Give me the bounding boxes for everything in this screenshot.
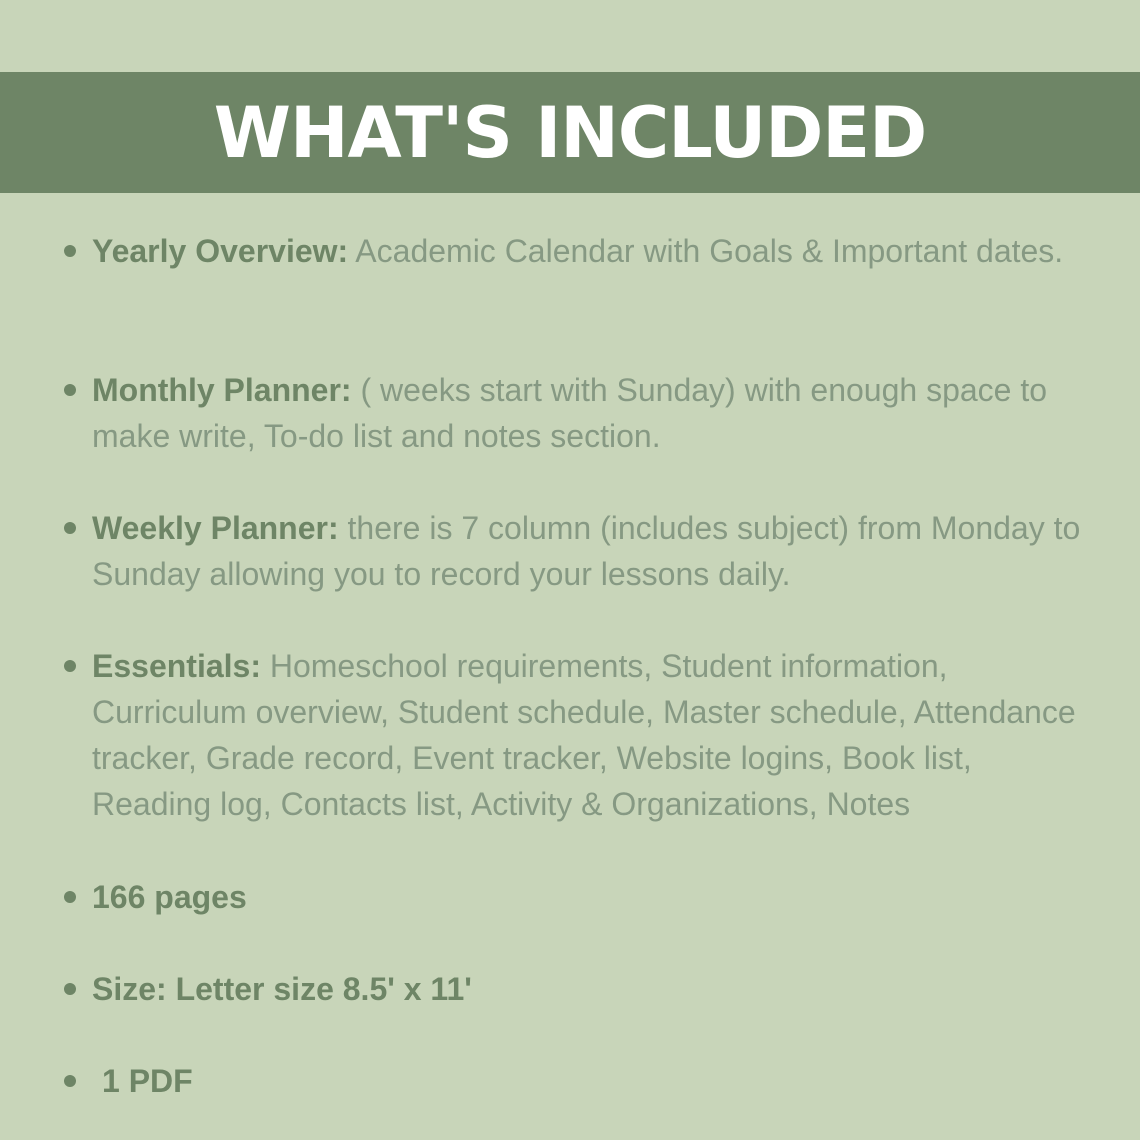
bullet-icon <box>64 660 76 672</box>
item-label: Monthly Planner: <box>92 372 352 408</box>
list-item-page-count <box>92 874 1092 920</box>
list-item-monthly-planner <box>92 367 1092 459</box>
item-label: 1 PDF <box>102 1063 193 1099</box>
bullet-icon <box>64 983 76 995</box>
page-title: WHAT'S INCLUDED <box>213 91 927 174</box>
header-banner <box>0 72 1140 193</box>
item-label: Yearly Overview: <box>92 233 349 269</box>
list-item-essentials <box>92 643 1092 827</box>
item-description: ( weeks start with Sunday) with enough space to make write, To-do list and notes section. <box>92 372 1048 454</box>
item-label: 166 pages <box>92 879 247 915</box>
list-item-weekly-planner <box>92 505 1092 597</box>
list-item-size <box>92 966 1092 1012</box>
item-description: Homeschool requirements, Student information, Curriculum overview, Student schedule, Master schedule, Attendance tracker, Grade record, Event tracker, Website logins, Book list, Reading log, Contacts list, Activity & Organizations, Notes <box>92 648 1076 822</box>
item-label: Size: Letter size 8.5' x 11' <box>92 971 472 1007</box>
list-item-format <box>92 1058 1092 1104</box>
item-description: there is 7 column (includes subject) from Monday to Sunday allowing you to record your lessons daily. <box>92 510 1081 592</box>
bullet-icon <box>64 1075 76 1087</box>
bullet-icon <box>64 384 76 396</box>
bullet-icon <box>64 245 76 257</box>
bullet-icon <box>64 891 76 903</box>
item-description: Academic Calendar with Goals & Important dates. <box>348 233 1064 269</box>
list-item-yearly-overview <box>92 228 1092 274</box>
item-label: Weekly Planner: <box>92 510 339 546</box>
item-label: Essentials: <box>92 648 261 684</box>
bullet-icon <box>64 522 76 534</box>
